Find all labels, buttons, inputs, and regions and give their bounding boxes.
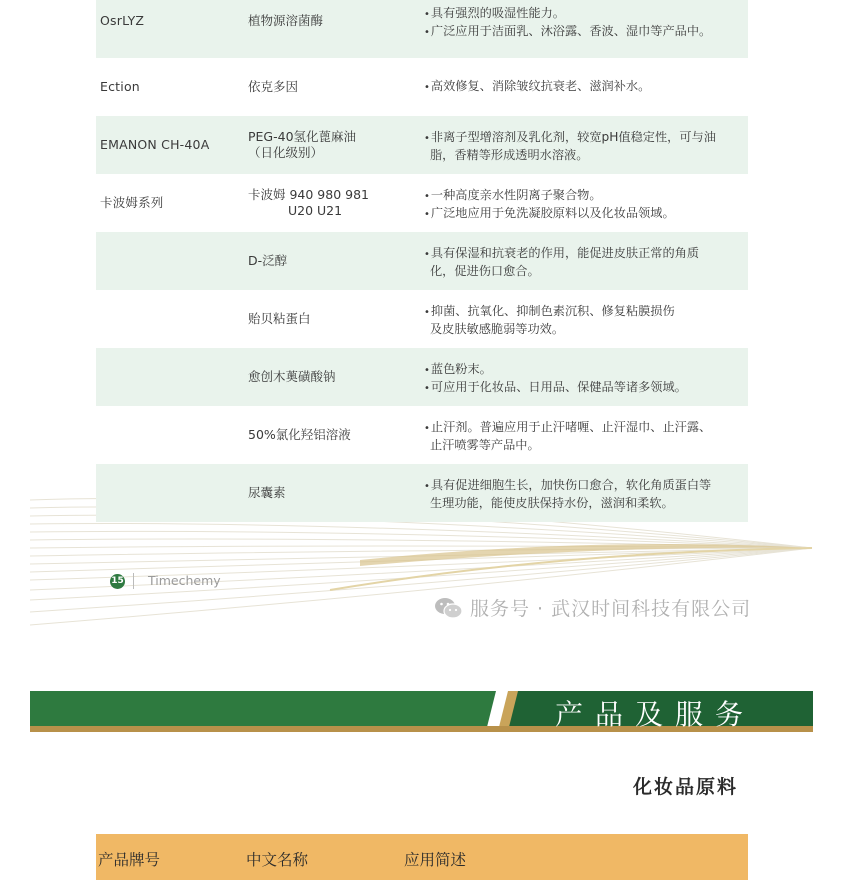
product-brand: OsrLYZ	[100, 13, 145, 28]
product-name: 愈创木薁磺酸钠	[248, 369, 336, 384]
section-title: 化妆品原料	[633, 776, 739, 798]
product-name: 依克多因	[248, 79, 299, 94]
product-table	[96, 0, 748, 522]
table-row	[96, 464, 748, 522]
footer-brand: Timechemy	[148, 573, 221, 588]
product-brand: EMANON CH-40A	[100, 137, 210, 152]
table-row	[96, 232, 748, 290]
table-row	[96, 116, 748, 174]
watermark	[434, 594, 751, 621]
product-description: • 高效修复、消除皱纹抗衰老、滋润补水。	[424, 78, 748, 96]
watermark-text: 服务号 · 武汉时间科技有限公司	[470, 598, 752, 620]
page-number-badge: 15	[110, 574, 125, 589]
product-description: • 具有保湿和抗衰老的作用，能促进皮肤正常的角质 化，促进伤口愈合。	[424, 245, 748, 279]
product-description: • 止汗剂。普遍应用于止汗啫喱、止汗湿巾、止汗露、 止汗喷雾等产品中。	[424, 419, 748, 453]
product-name: PEG-40氢化蓖麻油 （日化级别）	[248, 129, 357, 160]
table-row	[96, 174, 748, 232]
header-name: 中文名称	[246, 851, 309, 869]
product-description: • 抑菌、抗氧化、抑制色素沉积、修复粘膜损伤 及皮肤敏感脆弱等功效。	[424, 303, 748, 337]
banner-title: 产品及服务	[555, 698, 756, 731]
product-description: • 非离子型增溶剂及乳化剂，较宽pH值稳定性，可与油 脂，香精等形成透明水溶液。	[424, 129, 748, 163]
table-row	[96, 58, 748, 116]
product-description: • 一种高度亲水性阴离子聚合物。 • 广泛地应用于免洗凝胶原料以及化妆品领域。	[424, 187, 748, 223]
product-name: 50%氯化羟铝溶液	[248, 427, 351, 442]
table-row	[96, 348, 748, 406]
product-name: 卡波姆 940 980 981 U20 U21	[248, 187, 369, 218]
table-header	[96, 834, 748, 880]
header-description: 应用简述	[404, 851, 467, 869]
table-row	[96, 406, 748, 464]
product-description: • 具有促进细胞生长，加快伤口愈合，软化角质蛋白等 生理功能，能使皮肤保持水份，滋润和柔软。	[424, 477, 748, 511]
table-row	[96, 290, 748, 348]
product-brand: 卡波姆系列	[100, 195, 164, 210]
product-name: 尿囊素	[248, 485, 286, 500]
product-name: D-泛醇	[248, 253, 288, 268]
header-brand: 产品牌号	[98, 851, 161, 869]
product-brand: Ection	[100, 79, 140, 94]
footer-divider	[133, 573, 134, 589]
product-description: • 具有强烈的吸湿性能力。 • 广泛应用于洁面乳、沐浴露、香波、湿巾等产品中。	[424, 5, 748, 41]
product-name: 植物源溶菌酶	[248, 13, 324, 28]
product-name: 贻贝粘蛋白	[248, 311, 311, 326]
product-description: • 蓝色粉末。 • 可应用于化妆品、日用品、保健品等诸多领域。	[424, 361, 748, 397]
wechat-icon	[434, 596, 464, 620]
table-row	[96, 0, 748, 58]
